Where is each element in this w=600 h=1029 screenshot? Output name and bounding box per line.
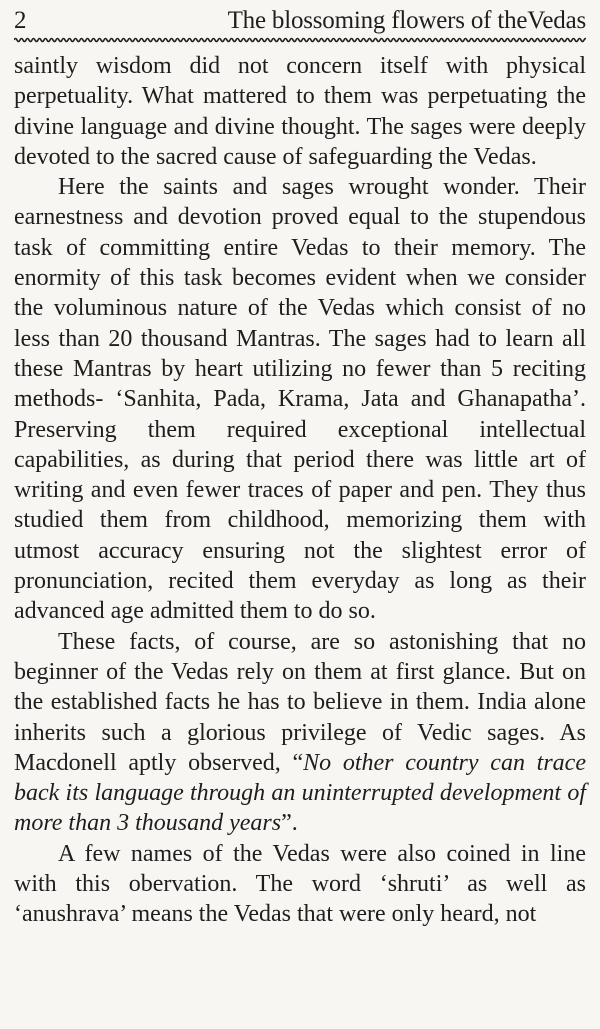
header-divider [14,37,586,43]
paragraph-4: A few names of the Vedas were also coined in line with this obervation. The word ‘shruti’ as well as ‘anushrava’ means the Vedas that were only heard, not [14,840,586,928]
paragraph-2: Here the saints and sages wrought wonder. Their earnestness and devotion proved equal to the stupendous task of committing entire Vedas to their memory. The enormity of this task becomes evident when we consider the voluminous nature of the Vedas which consist of no less than 20 thousand Mantras. The sages had to learn all these Mantras by heart utilizing no fewer than 5 reciting methods- ‘Sanhita, Pada, Krama, Jata and Ghanapatha’. Preserving them required exceptional intellectual capabilities, as during that period there was little art of writing and even fewer traces of paper and pen. They thus studied them from childhood, memorizing them with utmost accuracy ensuring not the slightest error of pronunciation, recited them everyday as long as their advanced age admitted them to do so. [14,174,586,625]
paragraph-1: saintly wisdom did not concern itself with physical perpetuality. What mattered to them was perpetuating the divine language and divine thought. The sages were deeply devoted to the sacred cause of safeguarding the Vedas. [14,53,586,170]
header-rule-wrap [14,37,586,45]
running-title: The blossoming flowers of theVedas [227,7,586,34]
body-text [14,51,586,930]
page-header [14,4,586,38]
page-number: 2 [14,7,27,34]
macdonell-quote: No other country can trace back its language through an uninterrupted development of more than 3 thousand years [14,749,586,837]
book-page [14,0,586,1029]
paragraph-3 [14,627,586,839]
paragraph-3-tail: ”. [281,810,298,837]
paragraph-3-lead: These facts, of course, are so astonishing that no beginner of the Vedas rely on them at first glance. But on the established facts he has to believe in them. India alone inherits such a glorious privilege of Vedic sages. As Macdonell aptly observed, “ [14,628,586,776]
